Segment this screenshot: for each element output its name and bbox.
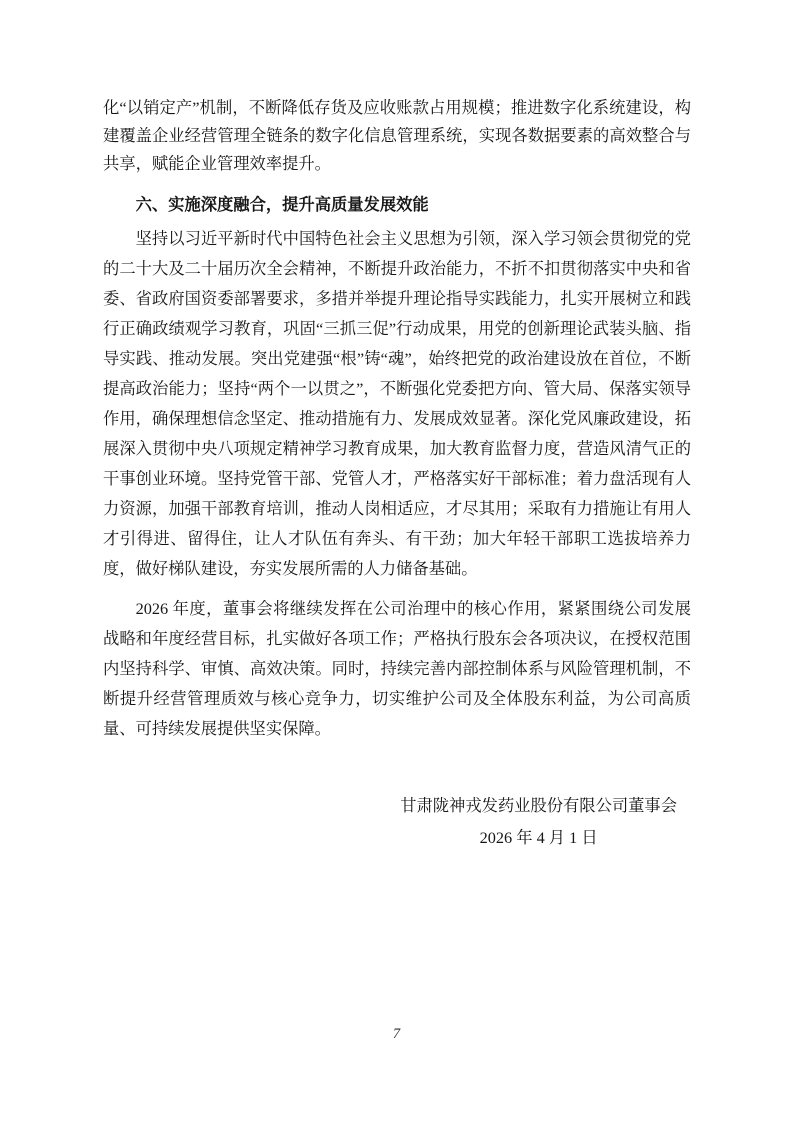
signature-company: 甘肃陇神戎发药业股份有限公司董事会 xyxy=(400,796,677,815)
paragraph-continuation: 化“以销定产”机制，不断降低存货及应收账款占用规模；推进数字化系统建设，构建覆盖企业经营管理全链条的数字化信息管理系统，实现各数据要素的高效整合与共享，赋能企业管理效率提升。 xyxy=(103,98,691,173)
paragraph-outlook-2026: 2026 年度，董事会将继续发挥在公司治理中的核心作用，紧紧围绕公司发展战略和年度经营目标，扎实做好各项工作；严格执行股东会各项决议，在授权范围内坚持科学、审慎、高效决策。同时，持续完善内部控制体系与风险管理机制，不断提升经营管理质效与核心竞争力，切实维护公司及全体股东利益，为公司高质量、可持续发展提供坚实保障。 xyxy=(103,599,691,738)
page-body xyxy=(103,94,691,854)
paragraph-party-building: 坚持以习近平新时代中国特色社会主义思想为引领，深入学习领会贯彻党的党的二十大及二十届历次全会精神，不断提升政治能力，不折不扣贯彻落实中央和省委、省政府国资委部署要求，多措并举提升理论指导实践能力，扎实开展树立和践行正确政绩观学习教育，巩固“三抓三促”行动成果，用党的创新理论武装头脑、指导实践、推动发展。突出党建强“根”铸“魂”，始终把党的政治建设放在首位，不断提高政治能力；坚持“两个一以贯之”，不断强化党委把方向、管大局、保落实领导作用，确保理想信念坚定、推动措施有力、发展成效显著。深化党风廉政建设，拓展深入贯彻中央八项规定精神学习教育成果，加大教育监督力度，营造风清气正的干事创业环境。坚持党管干部、党管人才，严格落实好干部标准；着力盘活现有人力资源，加强干部教育培训，推动人岗相适应，才尽其用；采取有力措施让有用人才引得进、留得住，让人才队伍有奔头、有干劲；加大年轻干部职工选拔培养力度，做好梯队建设，夯实发展所需的人力储备基础。 xyxy=(103,229,691,578)
signature-block xyxy=(400,790,677,854)
page-number: 7 xyxy=(392,1026,401,1042)
section-heading: 六、实施深度融合，提升高质量发展效能 xyxy=(135,195,429,214)
signature-date: 2026 年 4 月 1 日 xyxy=(479,828,598,847)
